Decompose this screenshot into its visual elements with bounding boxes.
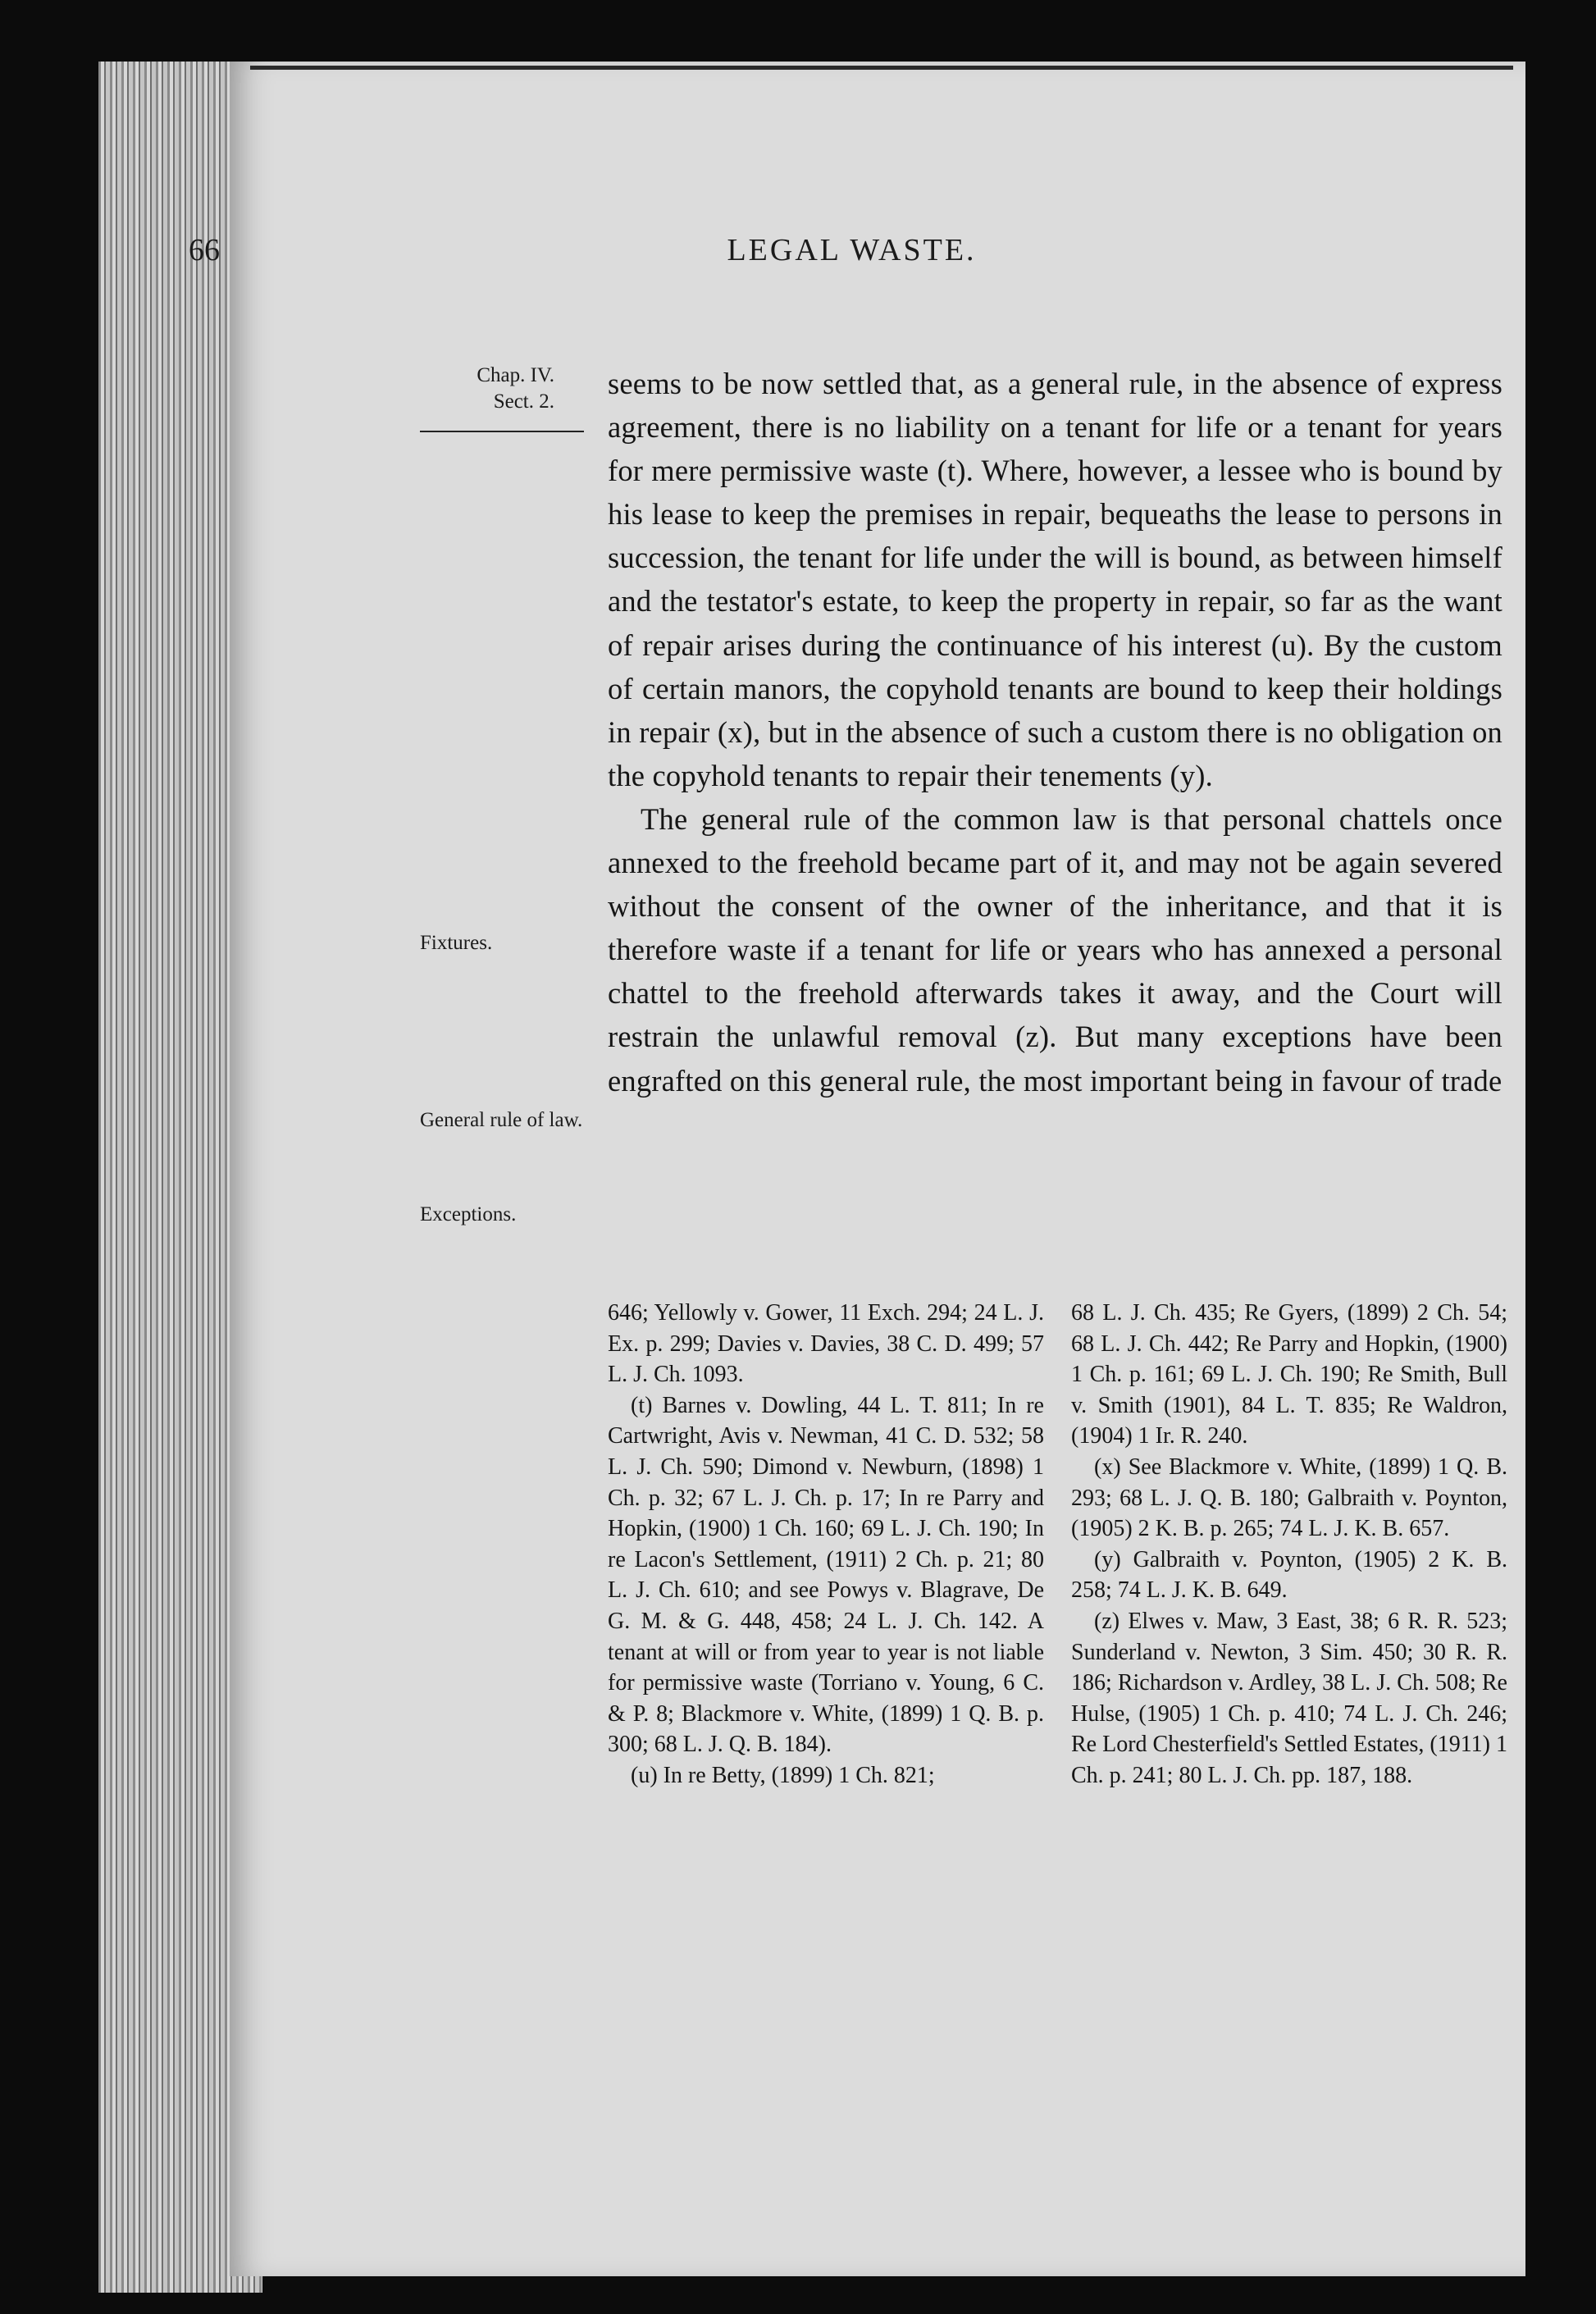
footnote-t: (t) Barnes v. Dowling, 44 L. T. 811; In re Cartwright, Avis v. Newman, 41 C. D. 532; 58 L. J. Ch. 590; Dimond v. Newburn, (1898) 1 Ch. p. 32; 67 L. J. Ch. p. 17; In re Parry and Hopkin, (1900) 1 Ch. 160; 69 L. J. Ch. 190; In re Lacon's Settlement, (1911) 2 Ch. p. 21; 80 L. J. Ch. 610; and see Powys v. Blagrave, De G. M. & G. 448, 458; 24 L. J. Ch. 142. A tenant at will or from year to year is not liable for permissive waste (Torriano v. Young, 6 C. & P. 8; Blackmore v. White, (1899) 1 Q. B. p. 300; 68 L. J. Q. B. 184). [608, 1392, 1044, 1758]
sidenote-section-label: Sect. 2. [493, 390, 554, 413]
page-header [189, 232, 1515, 290]
sidenote-fixtures: Fixtures. [420, 932, 493, 954]
sidenote-chapter-label: Chap. IV. [477, 364, 554, 386]
page-number: 66 [189, 233, 220, 267]
paragraph-fixtures: The general rule of the common law is that personal chattels once annexed to the freehold became part of it, and may not be again severed without the consent of the owner of the inheritance, and that it is therefore waste if a tenant for life or years who has annexed a personal chattel to the freehold afterwards takes it away, and the Court will restrain the unlawful removal (z). But many exceptions have been engrafted on this general rule, the most important being in favour of trade [608, 801, 1503, 1098]
footnotes-right-column [1071, 1298, 1507, 1791]
top-rule [250, 66, 1513, 70]
sidenote-rule [420, 431, 584, 432]
paragraph-permissive-waste: seems to be now settled that, as a general rule, in the absence of express agreement, there is no liability on a tenant for life or a tenant for years for mere permissive waste (t). Where, however, a lessee who is bound by his lease to keep the premises in repair, bequeaths the lease to persons in succession, the tenant for life under the will is bound, as between himself and the testator's estate, to keep the property in repair, so far as the want of repair arises during the continuance of his interest (u). By the custom of certain manors, the copyhold tenants are bound to keep their holdings in repair (x), but in the absence of such a custom there is no obligation on the copyhold tenants to repair their tenements (y). [608, 367, 1503, 792]
footnote-u: (u) In re Betty, (1899) 1 Ch. 821; [631, 1762, 935, 1788]
footnotes-left-column [608, 1298, 1044, 1791]
sidenote-exceptions: Exceptions. [420, 1203, 517, 1225]
footnote-y: (y) Galbraith v. Poynton, (1905) 2 K. B. 258; 74 L. J. K. B. 649. [1071, 1546, 1507, 1604]
sidenote-general-rule: General rule of law. [420, 1109, 583, 1131]
footnote-continued: 646; Yellowly v. Gower, 11 Exch. 294; 24 L. J. Ex. p. 299; Davies v. Davies, 38 C. D. 499; 57 L. J. Ch. 1093. [608, 1300, 1044, 1388]
footnote-z: (z) Elwes v. Maw, 3 East, 38; 6 R. R. 523; Sunderland v. Newton, 3 Sim. 450; 30 R. R. 186; Richardson v. Ardley, 38 L. J. Ch. 508; Re Hulse, (1905) 1 Ch. p. 410; 74 L. J. Ch. 246; Re Lord Chesterfield's Settled Estates, (1911) 1 Ch. p. 241; 80 L. J. Ch. pp. 187, 188. [1071, 1608, 1507, 1788]
sidenote-chapter [456, 363, 554, 415]
body-text [608, 362, 1503, 1102]
footnotes [608, 1298, 1507, 1791]
footnote-u-continued: 68 L. J. Ch. 435; Re Gyers, (1899) 2 Ch. 54; 68 L. J. Ch. 442; Re Parry and Hopkin, (1900) 1 Ch. p. 161; 69 L. J. Ch. 190; Re Smith, Bull v. Smith (1901), 84 L. T. 835; Re Waldron, (1904) 1 Ir. R. 240. [1071, 1300, 1507, 1449]
footnote-x: (x) See Blackmore v. White, (1899) 1 Q. B. 293; 68 L. J. Q. B. 180; Galbraith v. Poynton, (1905) 2 K. B. p. 265; 74 L. J. K. B. 657. [1071, 1454, 1507, 1542]
running-head: LEGAL WASTE. [727, 233, 977, 267]
